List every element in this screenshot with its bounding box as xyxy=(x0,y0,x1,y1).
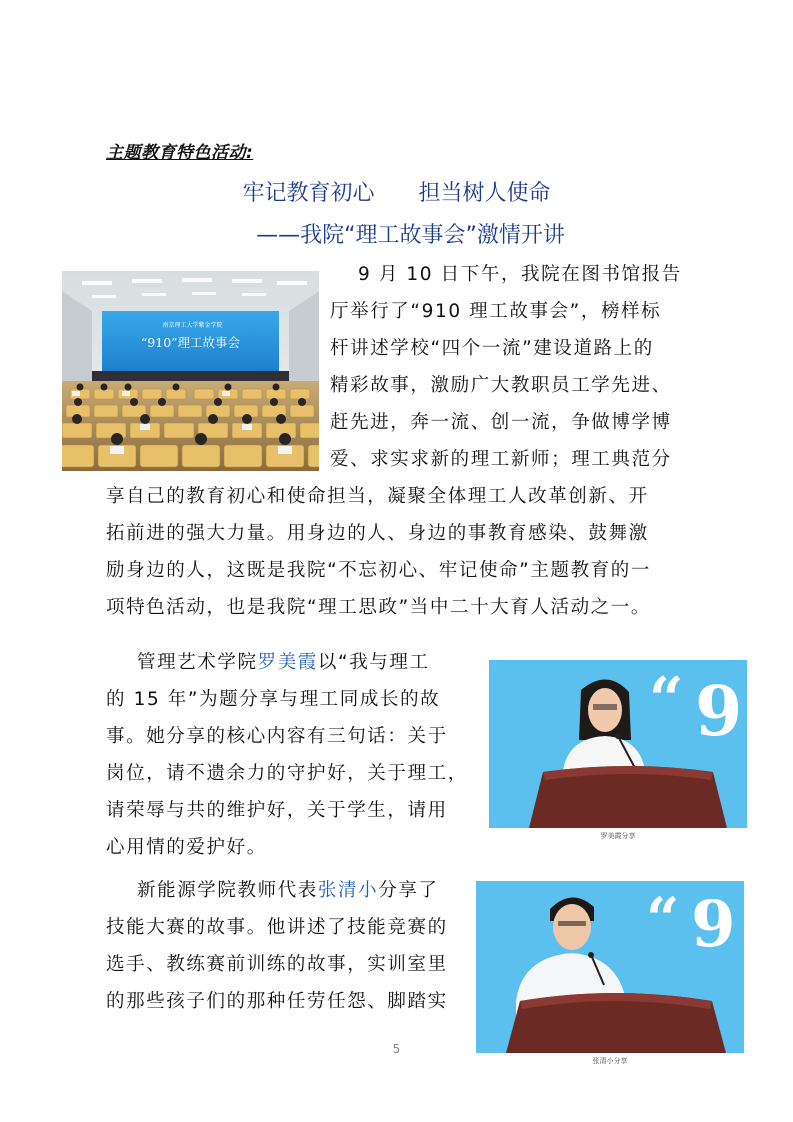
speaker2-photo-caption: 张清小分享 xyxy=(592,1057,628,1065)
intro-line: 赶先进，奔一流、创一流，争做博学博 xyxy=(330,412,672,433)
page-number: 5 xyxy=(392,1042,401,1056)
svg-text:“: “ xyxy=(649,665,684,735)
auditorium-banner-text: “910”理工故事会 xyxy=(140,335,241,350)
section-label: 主题教育特色活动: xyxy=(106,143,254,163)
speaker2-name: 张清小 xyxy=(317,880,379,901)
intro-line: 爱、求实求新的理工新师；理工典范分 xyxy=(330,449,672,470)
speaker1-photo-caption: 罗美霞分享 xyxy=(600,832,636,840)
intro-line: 拓前进的强大力量。用身边的人、身边的事教育感染、鼓舞激 xyxy=(106,523,649,544)
intro-line: 厅举行了“910 理工故事会”，榜样标 xyxy=(330,301,662,322)
article-title xyxy=(0,176,793,207)
title-part2: 担当树人使命 xyxy=(418,181,551,206)
auditorium-photo xyxy=(62,271,319,471)
speaker1-line xyxy=(137,646,430,680)
speaker2-photo xyxy=(476,881,744,1053)
speaker1-backdrop-number: 9 xyxy=(695,672,743,752)
article-subtitle: ——我院“理工故事会”激情开讲 xyxy=(256,223,565,248)
intro-line: 项特色活动，也是我院“理工思政”当中二十大育人活动之一。 xyxy=(106,597,651,618)
intro-line: 9 月 10 日下午，我院在图书馆报告 xyxy=(358,264,682,285)
speaker2-line xyxy=(137,874,439,908)
title-part1: 牢记教育初心 xyxy=(242,181,375,206)
speaker1-dept: 管理艺术学院 xyxy=(137,652,258,673)
speaker1-name: 罗美霞 xyxy=(257,652,318,673)
svg-text:“: “ xyxy=(646,885,680,953)
speaker1-topic: 以“我与理工 xyxy=(317,652,430,673)
speaker1-line: 请荣辱与共的维护好，关于学生，请用 xyxy=(106,800,448,821)
speaker2-dept: 新能源学院教师代表 xyxy=(137,880,318,901)
intro-line: 精彩故事，激励广大教职员工学先进、 xyxy=(330,375,672,396)
speaker1-line: 事。她分享的核心内容有三句话：关于 xyxy=(106,726,448,747)
intro-line: 励身边的人，这既是我院“不忘初心、牢记使命”主题教育的一 xyxy=(106,560,651,581)
speaker1-line: 的 15 年”为题分享与理工同成长的故 xyxy=(106,689,441,710)
auditorium-school-name: 南京理工大学紫金学院 xyxy=(162,322,223,329)
speaker1-line: 心用情的爱护好。 xyxy=(106,837,267,858)
intro-line: 杆讲述学校“四个一流”建设道路上的 xyxy=(330,338,654,359)
speaker2-line: 技能大赛的故事。他讲述了技能竞赛的 xyxy=(106,917,448,938)
speaker1-line: 岗位，请不遗余力的守护好，关于理工， xyxy=(106,763,468,784)
speaker1-photo xyxy=(489,660,747,828)
speaker2-line: 的那些孩子们的那种任劳任怨、脚踏实 xyxy=(106,991,448,1012)
intro-line: 享自己的教育初心和使命担当，凝聚全体理工人改革创新、开 xyxy=(106,486,649,507)
auditorium-photo-graphic xyxy=(62,271,319,471)
speaker2-line: 选手、教练赛前训练的故事，实训室里 xyxy=(106,954,448,975)
speaker2-backdrop-number: 9 xyxy=(691,887,736,962)
speaker2-topic: 分享了 xyxy=(378,880,439,901)
